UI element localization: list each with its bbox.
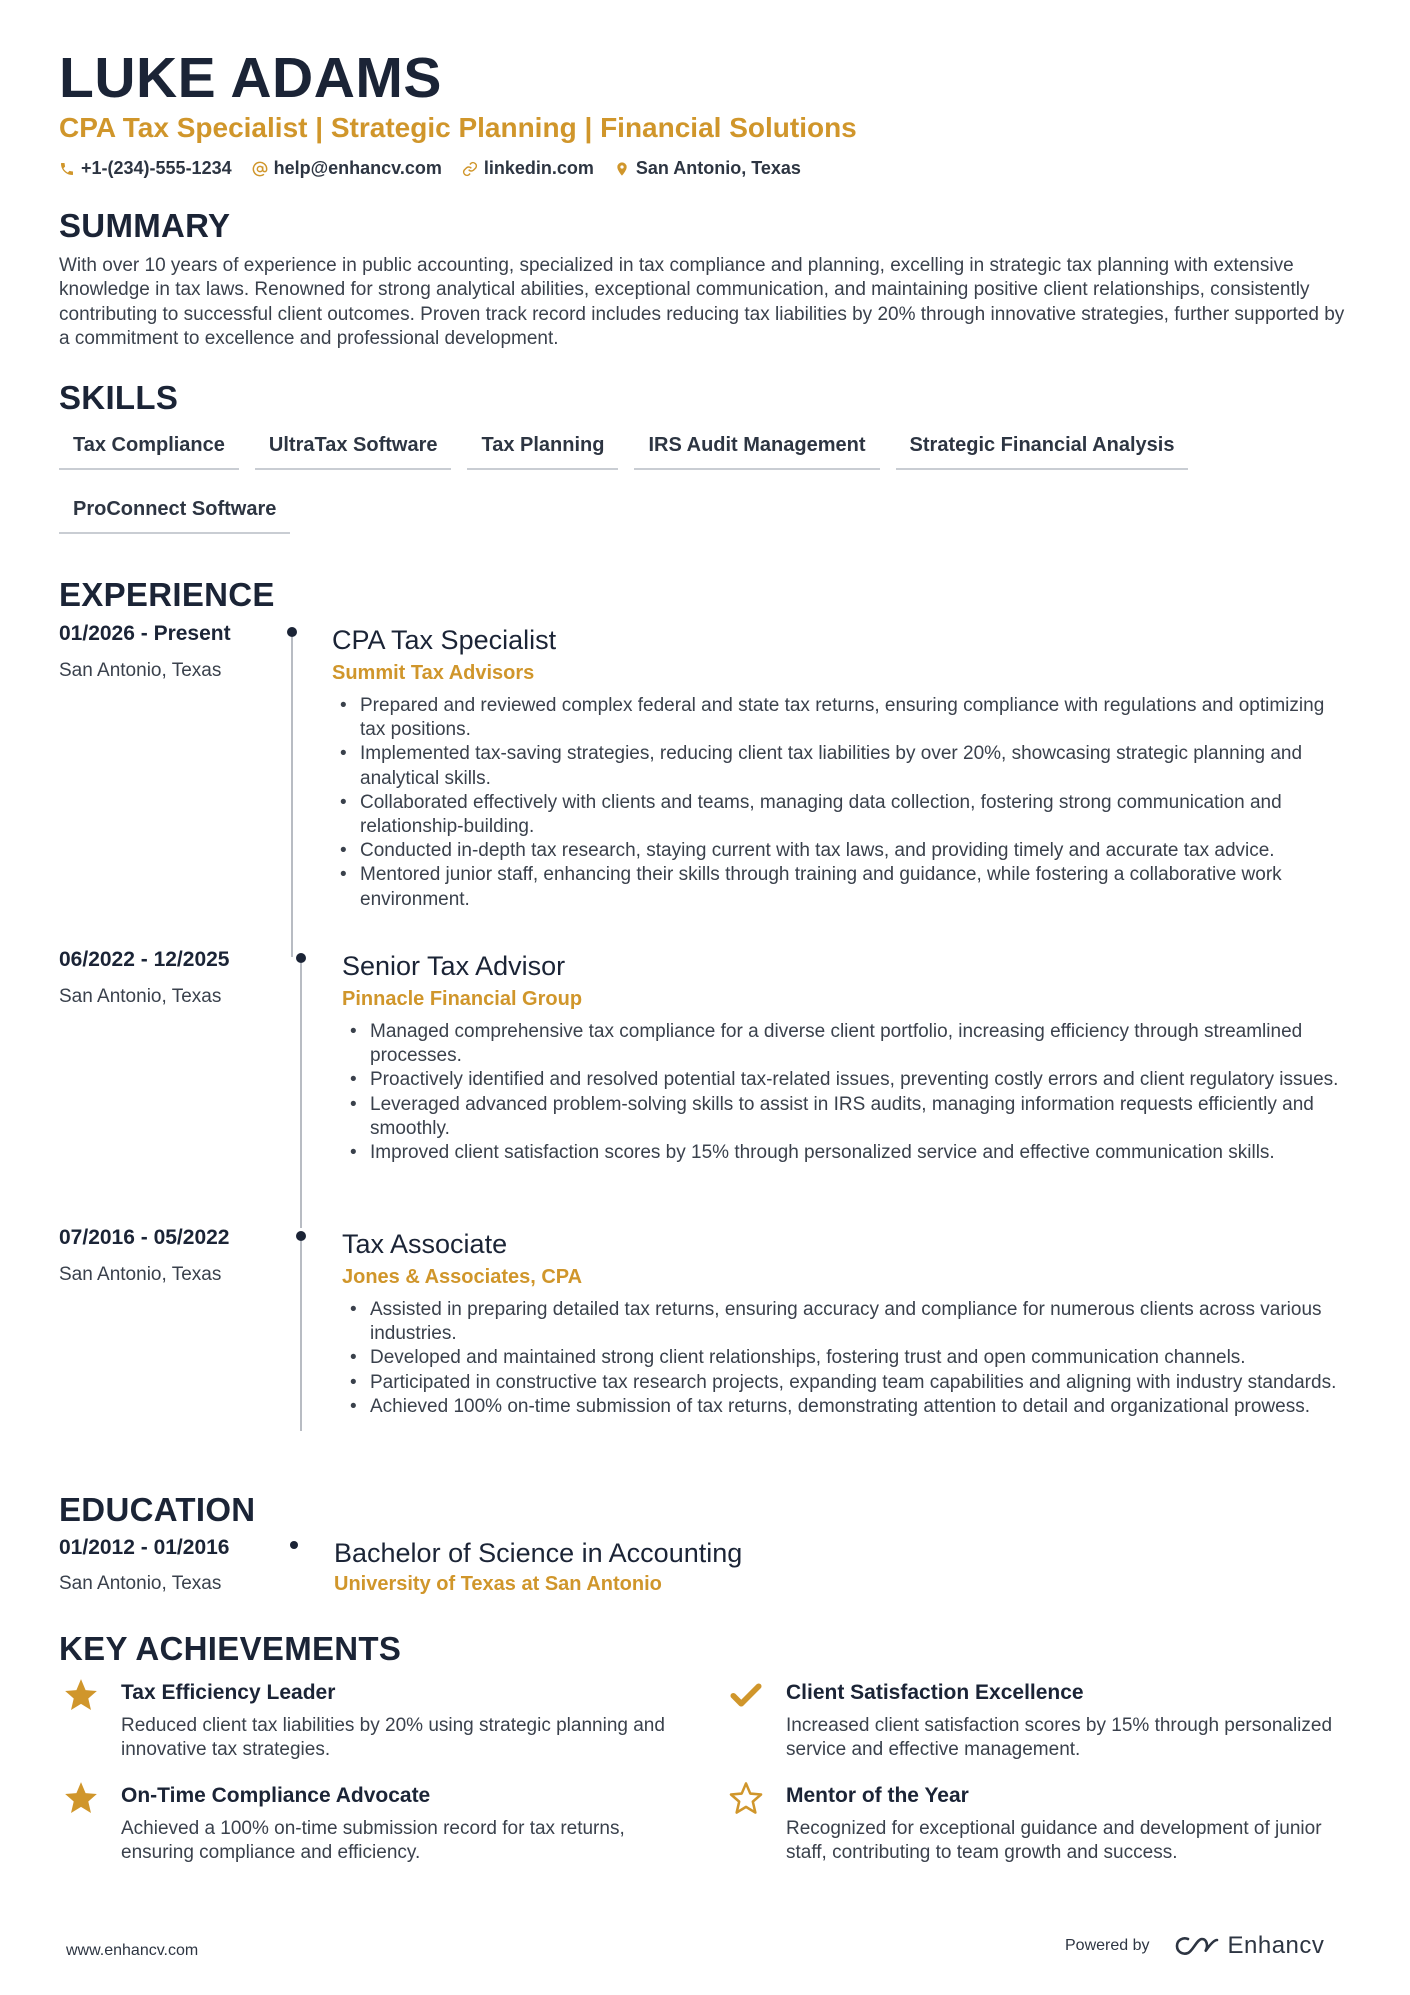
skill-tag: UltraTax Software: [255, 430, 452, 470]
job-bullets: [342, 1020, 1352, 1165]
job-company: Pinnacle Financial Group: [342, 988, 583, 1010]
contact-linkedin[interactable]: [462, 158, 594, 179]
email-text: help@enhancv.com: [273, 158, 442, 178]
contact-email[interactable]: [252, 158, 442, 179]
achievement-description: Reduced client tax liabilities by 20% using strategic planning and innovative tax strategies.: [121, 1715, 665, 1761]
star-filled-icon: [62, 1676, 100, 1714]
achievement-description: Achieved a 100% on-time submission record for tax returns, ensuring compliance and efficiency.: [121, 1818, 625, 1864]
education-school: University of Texas at San Antonio: [334, 1573, 662, 1595]
job-bullet: • Participated in constructive tax research projects, expanding team capabilities and aligning with industry standards.: [342, 1371, 1352, 1395]
candidate-name: LUKE ADAMS: [59, 46, 442, 110]
timeline-dot: [296, 1231, 306, 1241]
achievement-title: Tax Efficiency Leader: [121, 1681, 336, 1704]
phone-icon: [59, 161, 75, 177]
location-text: San Antonio, Texas: [635, 158, 801, 178]
checkmark-icon: [727, 1676, 765, 1714]
summary-text: With over 10 years of experience in public accounting, specialized in tax compliance and planning, excelling in strategic tax planning with extensive knowledge in tax laws. Renowned for strong analytical abilities, exceptional communication, and maintaining positive client relationships, consistently contributing to successful client outcomes. Proven track record includes reducing tax liabilities by 20% through innovative strategies, further supported by a commitment to excellence and professional development.: [59, 255, 1345, 350]
job-bullet: • Proactively identified and resolved potential tax-related issues, preventing costly errors and client regulatory issues.: [342, 1068, 1352, 1092]
phone-text: +1-(234)-555-1234: [81, 158, 232, 178]
job-title: CPA Tax Specialist: [332, 625, 557, 655]
job-title: Senior Tax Advisor: [342, 951, 566, 981]
timeline-dot: [287, 627, 297, 637]
job-dates: 07/2016 - 05/2022: [59, 1226, 230, 1249]
contact-location: [614, 158, 801, 179]
contact-bar: [59, 158, 801, 179]
job-location: San Antonio, Texas: [59, 1264, 222, 1285]
skills-list: [59, 430, 1349, 534]
timeline-line: [300, 1241, 302, 1431]
achievement-title: Client Satisfaction Excellence: [786, 1681, 1084, 1704]
job-bullet: • Improved client satisfaction scores by 15% through personalized service and effective communication skills.: [342, 1141, 1352, 1165]
candidate-headline: CPA Tax Specialist | Strategic Planning | Financial Solutions: [59, 112, 857, 143]
contact-phone[interactable]: [59, 158, 232, 179]
skill-tag: Tax Compliance: [59, 430, 239, 470]
achievement-description: Recognized for exceptional guidance and development of junior staff, contributing to team growth and success.: [786, 1818, 1322, 1864]
footer-branding: [1065, 1932, 1324, 1960]
job-bullets: [332, 694, 1342, 912]
timeline-line: [291, 637, 293, 957]
job-dates: 01/2026 - Present: [59, 622, 231, 645]
timeline-dot: [290, 1541, 298, 1549]
skill-tag: ProConnect Software: [59, 494, 290, 534]
education-heading: EDUCATION: [59, 1491, 256, 1528]
brand-name: Enhancv: [1227, 1932, 1325, 1959]
job-dates: 06/2022 - 12/2025: [59, 948, 230, 971]
job-bullet: • Mentored junior staff, enhancing their skills through training and guidance, while fostering a collaborative work environment.: [332, 863, 1342, 911]
location-pin-icon: [614, 161, 630, 177]
job-company: Summit Tax Advisors: [332, 662, 535, 684]
job-bullet: • Collaborated effectively with clients and teams, managing data collection, fostering strong communication and relationship-building.: [332, 791, 1342, 839]
star-filled-icon: [62, 1779, 100, 1817]
timeline-line: [300, 963, 302, 1228]
experience-heading: EXPERIENCE: [59, 576, 275, 613]
job-bullet: • Leveraged advanced problem-solving skills to assist in IRS audits, managing information requests efficiently and smoothly.: [342, 1093, 1352, 1141]
linkedin-text: linkedin.com: [483, 158, 594, 178]
job-bullet: • Managed comprehensive tax compliance for a diverse client portfolio, increasing efficiency through streamlined processes.: [342, 1020, 1352, 1068]
job-bullet: • Developed and maintained strong client relationships, fostering trust and open communication channels.: [342, 1346, 1352, 1370]
link-icon: [462, 161, 478, 177]
achievement-description: Increased client satisfaction scores by 15% through personalized service and effective management.: [786, 1715, 1333, 1761]
job-bullet: • Achieved 100% on-time submission of tax returns, demonstrating attention to detail and organizational prowess.: [342, 1395, 1352, 1419]
job-location: San Antonio, Texas: [59, 986, 222, 1007]
brand-logo[interactable]: [1174, 1932, 1325, 1960]
footer-website-link[interactable]: www.enhancv.com: [66, 1942, 199, 1959]
job-bullet: • Prepared and reviewed complex federal and state tax returns, ensuring compliance with regulations and optimizing tax positions.: [332, 694, 1342, 742]
star-outline-icon: [727, 1779, 765, 1817]
education-dates: 01/2012 - 01/2016: [59, 1536, 230, 1559]
job-location: San Antonio, Texas: [59, 660, 222, 681]
summary-heading: SUMMARY: [59, 207, 231, 244]
job-company: Jones & Associates, CPA: [342, 1266, 583, 1288]
achievement-title: Mentor of the Year: [786, 1784, 969, 1807]
powered-by-label: Powered by: [1065, 1937, 1150, 1954]
achievements-heading: KEY ACHIEVEMENTS: [59, 1630, 402, 1667]
skill-tag: IRS Audit Management: [634, 430, 879, 470]
education-location: San Antonio, Texas: [59, 1573, 222, 1594]
job-bullet: • Conducted in-depth tax research, staying current with tax laws, and providing timely and accurate tax advice.: [332, 839, 1342, 863]
education-degree: Bachelor of Science in Accounting: [334, 1538, 743, 1568]
at-sign-icon: [252, 161, 268, 177]
job-bullet: • Implemented tax-saving strategies, reducing client tax liabilities by over 20%, showcasing strategic planning and analytical skills.: [332, 742, 1342, 790]
job-bullet: • Assisted in preparing detailed tax returns, ensuring accuracy and compliance for numerous clients across various industries.: [342, 1298, 1352, 1346]
job-bullets: [342, 1298, 1352, 1419]
timeline-dot: [296, 953, 306, 963]
skill-tag: Strategic Financial Analysis: [896, 430, 1189, 470]
job-title: Tax Associate: [342, 1229, 508, 1259]
skill-tag: Tax Planning: [467, 430, 618, 470]
enhancv-logo-icon: [1174, 1933, 1220, 1959]
skills-heading: SKILLS: [59, 379, 179, 416]
achievement-title: On-Time Compliance Advocate: [121, 1784, 431, 1807]
